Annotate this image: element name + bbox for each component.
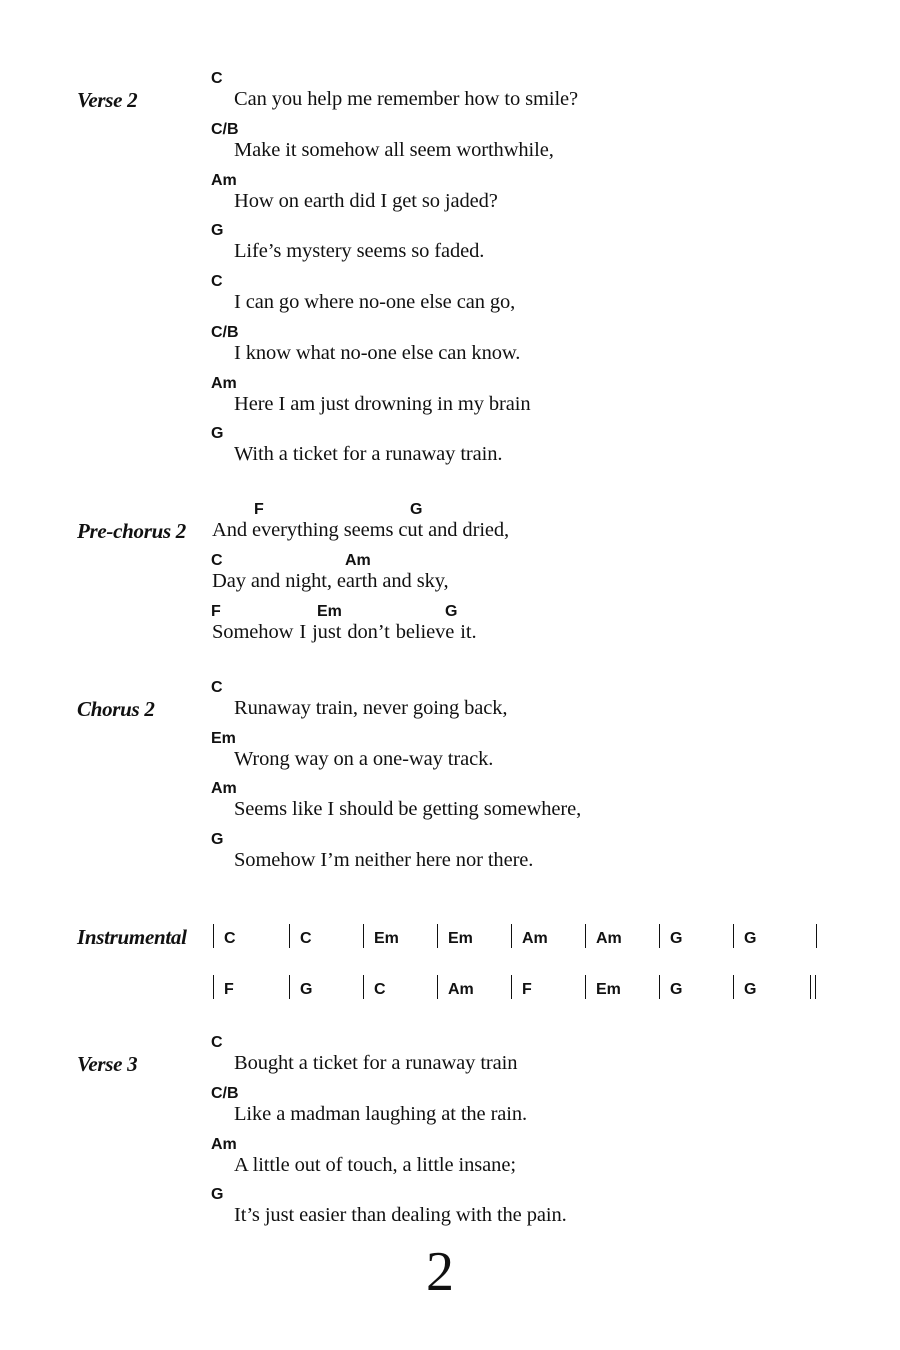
chord: C/B <box>211 324 239 341</box>
chord: C <box>211 1034 223 1051</box>
chord: F <box>211 603 221 620</box>
bar-line <box>511 924 512 948</box>
chord: G <box>211 222 224 239</box>
lyric-line: Somehow I just don’t believe it. <box>212 621 477 643</box>
section-label-verse-3: Verse 3 <box>77 1052 138 1076</box>
lyric-line: How on earth did I get so jaded? <box>234 190 498 212</box>
section-label-chorus-2: Chorus 2 <box>77 697 155 721</box>
chord: C/B <box>211 121 239 138</box>
chord: G <box>211 425 224 442</box>
bar-line <box>289 975 290 999</box>
bar-chord: F <box>522 981 532 998</box>
bar-line <box>363 975 364 999</box>
lyric-line: A little out of touch, a little insane; <box>234 1154 516 1176</box>
bar-line <box>816 924 817 948</box>
chord: Am <box>211 780 237 797</box>
bar-chord: G <box>744 981 757 998</box>
bar-chord: G <box>670 930 683 947</box>
bar-line <box>511 975 512 999</box>
chord: G <box>410 501 423 518</box>
bar-line <box>659 924 660 948</box>
bar-chord: Am <box>596 930 622 947</box>
bar-chord: G <box>300 981 313 998</box>
section-label-verse-2: Verse 2 <box>77 88 138 112</box>
lyric-line: Seems like I should be getting somewhere, <box>234 798 582 820</box>
bar-chord: Em <box>374 930 399 947</box>
lyric-line: Somehow I’m neither here nor there. <box>234 849 534 871</box>
lyric-line: With a ticket for a runaway train. <box>234 443 503 465</box>
lyric-line: Runaway train, never going back, <box>234 697 508 719</box>
double-bar-line <box>810 975 811 999</box>
lyric-line: Here I am just drowning in my brain <box>234 393 531 415</box>
lyric-line: I can go where no-one else can go, <box>234 291 516 313</box>
bar-line <box>585 975 586 999</box>
bar-line <box>585 924 586 948</box>
lyric-line: And everything seems cut and dried, <box>212 519 510 541</box>
bar-line <box>213 924 214 948</box>
bar-line <box>659 975 660 999</box>
lyric-line: Life’s mystery seems so faded. <box>234 240 485 262</box>
lyric-line: Like a madman laughing at the rain. <box>234 1103 528 1125</box>
bar-chord: C <box>224 930 236 947</box>
lyric-line: I know what no-one else can know. <box>234 342 521 364</box>
chord: Am <box>211 1136 237 1153</box>
chord: Am <box>211 375 237 392</box>
chord: Am <box>345 552 371 569</box>
lyric-line: Make it somehow all seem worthwhile, <box>234 139 554 161</box>
page-number: 2 <box>426 1241 454 1303</box>
bar-line <box>733 924 734 948</box>
chord: C/B <box>211 1085 239 1102</box>
bar-chord: Em <box>448 930 473 947</box>
chord: C <box>211 273 223 290</box>
chord: G <box>445 603 458 620</box>
bar-chord: C <box>374 981 386 998</box>
bar-line <box>437 975 438 999</box>
bar-chord: G <box>744 930 757 947</box>
lyric-line: Day and night, earth and sky, <box>212 570 449 592</box>
chord: G <box>211 1186 224 1203</box>
chord: C <box>211 679 223 696</box>
bar-chord: Am <box>448 981 474 998</box>
lyric-line: Bought a ticket for a runaway train <box>234 1052 518 1074</box>
lyric-line: Can you help me remember how to smile? <box>234 88 579 110</box>
chord: Am <box>211 172 237 189</box>
bar-line <box>213 975 214 999</box>
lyric-line: Wrong way on a one-way track. <box>234 748 494 770</box>
chord: G <box>211 831 224 848</box>
bar-chord: F <box>224 981 234 998</box>
chord: C <box>211 70 223 87</box>
chord: C <box>211 552 223 569</box>
section-label-pre-chorus-2: Pre-chorus 2 <box>77 519 186 543</box>
bar-chord: C <box>300 930 312 947</box>
chord: Em <box>211 730 236 747</box>
bar-chord: Am <box>522 930 548 947</box>
bar-line <box>363 924 364 948</box>
double-bar-line <box>815 975 816 999</box>
lyric-line: It’s just easier than dealing with the pain. <box>234 1204 567 1226</box>
chord: F <box>254 501 264 518</box>
chord: Em <box>317 603 342 620</box>
section-label-instrumental: Instrumental <box>77 925 187 949</box>
bar-chord: G <box>670 981 683 998</box>
bar-chord: Em <box>596 981 621 998</box>
bar-line <box>289 924 290 948</box>
bar-line <box>437 924 438 948</box>
bar-line <box>733 975 734 999</box>
